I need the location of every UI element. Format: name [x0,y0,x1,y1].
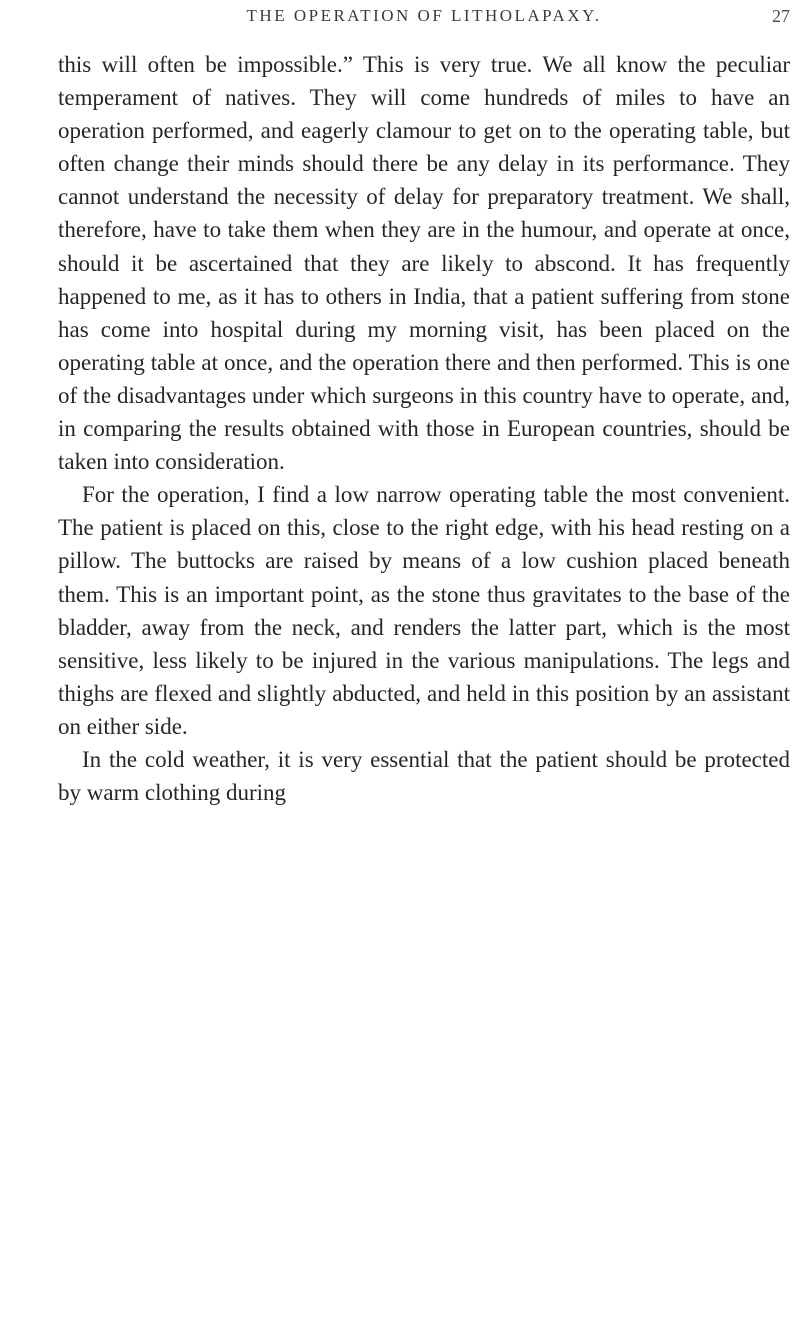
paragraph-operation-position: For the operation, I find a low narrow operating table the most convenient. The patient is placed on this, close to the right edge, with his head resting on a pillow. The buttocks are raised by means of a low cushion placed beneath them. This is an important point, as the stone thus gravitates to the base of the bladder, away from the neck, and renders the latter part, which is the most sensitive, less likely to be injured in the various manipulations. The legs and thighs are flexed and slightly abducted, and held in this position by an assistant on either side. [58,482,790,739]
paragraph-continuation: this will often be impossible.” This is very true. We all know the peculiar temperament of natives. They will come hundreds of miles to have an operation performed, and eagerly clamour to get on to the operating table, but often change their minds should there be any delay in its performance. They cannot understand the necessity of delay for preparatory treatment. We shall, therefore, have to take them when they are in the humour, and operate at once, should it be ascertained that they are likely to abscond. It has frequently happened to me, as it has to others in India, that a patient suffering from stone has come into hospital during my morning visit, has been placed on the operating table at once, and the operation there and then performed. This is one of the disadvantages under which surgeons in this country have to operate, and, in comparing the results obtained with those in European countries, should be taken into consideration. [58,52,790,475]
running-title: THE OPERATION OF LITHOLAPAXY. [246,6,602,25]
paragraph-cold-weather: In the cold weather, it is very essential that the patient should be protected by warm clothing during [58,746,790,806]
page-number: 27 [772,6,790,26]
running-head [58,6,790,34]
body-text [58,48,790,809]
